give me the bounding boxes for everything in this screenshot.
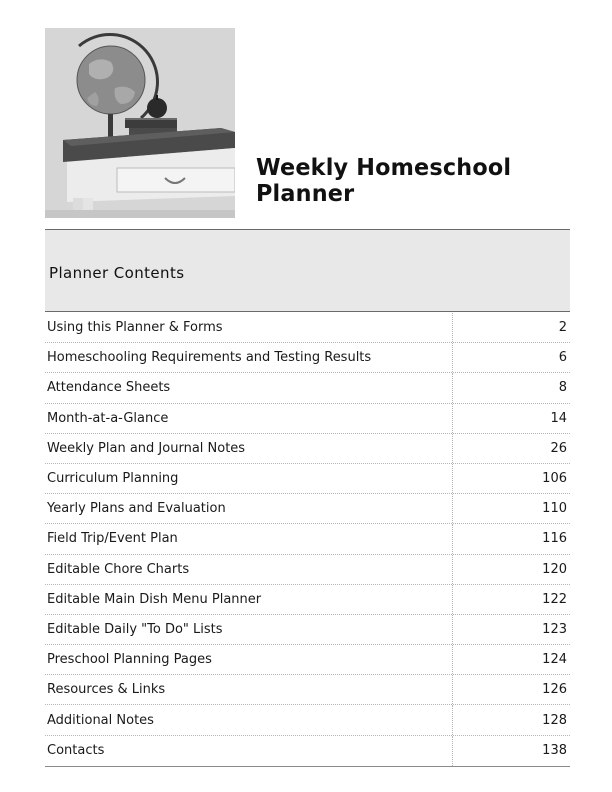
toc-entry-title: Editable Daily "To Do" Lists	[45, 615, 453, 644]
table-row	[45, 373, 570, 403]
toc-entry-page: 120	[542, 561, 567, 577]
contents-heading: Planner Contents	[49, 264, 185, 282]
toc-entry-title: Curriculum Planning	[45, 464, 453, 493]
toc-entry-page: 116	[542, 531, 567, 547]
table-row	[45, 404, 570, 434]
table-row	[45, 494, 570, 524]
table-row	[45, 705, 570, 735]
header-photo	[45, 28, 235, 218]
table-row	[45, 736, 570, 766]
contents-header-band	[45, 229, 570, 312]
toc-entry-page: 26	[550, 440, 567, 456]
table-row	[45, 585, 570, 615]
toc-entry-page: 2	[558, 320, 567, 336]
table-of-contents	[45, 313, 570, 767]
toc-entry-page: 124	[542, 652, 567, 668]
toc-entry-title: Attendance Sheets	[45, 373, 453, 402]
toc-entry-page: 122	[542, 591, 567, 607]
table-row	[45, 524, 570, 554]
toc-entry-page: 138	[542, 743, 567, 759]
globe-desk-image	[45, 28, 235, 218]
table-row	[45, 313, 570, 343]
table-row	[45, 555, 570, 585]
toc-entry-page: 128	[542, 712, 567, 728]
toc-entry-title: Using this Planner & Forms	[45, 313, 453, 342]
table-row	[45, 615, 570, 645]
page-title: Weekly Homeschool Planner	[256, 155, 512, 207]
toc-entry-page: 8	[558, 380, 567, 396]
toc-entry-title: Resources & Links	[45, 675, 453, 704]
toc-entry-page: 126	[542, 682, 567, 698]
toc-entry-title: Contacts	[45, 736, 453, 766]
toc-entry-title: Yearly Plans and Evaluation	[45, 494, 453, 523]
toc-entry-title: Month-at-a-Glance	[45, 404, 453, 433]
table-row	[45, 464, 570, 494]
toc-entry-page: 123	[542, 621, 567, 637]
toc-entry-title: Additional Notes	[45, 705, 453, 734]
table-row	[45, 645, 570, 675]
toc-entry-title: Weekly Plan and Journal Notes	[45, 434, 453, 463]
toc-entry-page: 106	[542, 471, 567, 487]
toc-entry-title: Preschool Planning Pages	[45, 645, 453, 674]
table-row	[45, 675, 570, 705]
toc-entry-title: Editable Main Dish Menu Planner	[45, 585, 453, 614]
toc-entry-title: Homeschooling Requirements and Testing Results	[45, 343, 453, 372]
toc-entry-page: 14	[550, 410, 567, 426]
toc-entry-title: Field Trip/Event Plan	[45, 524, 453, 553]
table-row	[45, 434, 570, 464]
toc-entry-page: 110	[542, 501, 567, 517]
table-row	[45, 343, 570, 373]
toc-entry-title: Editable Chore Charts	[45, 555, 453, 584]
toc-entry-page: 6	[558, 350, 567, 366]
